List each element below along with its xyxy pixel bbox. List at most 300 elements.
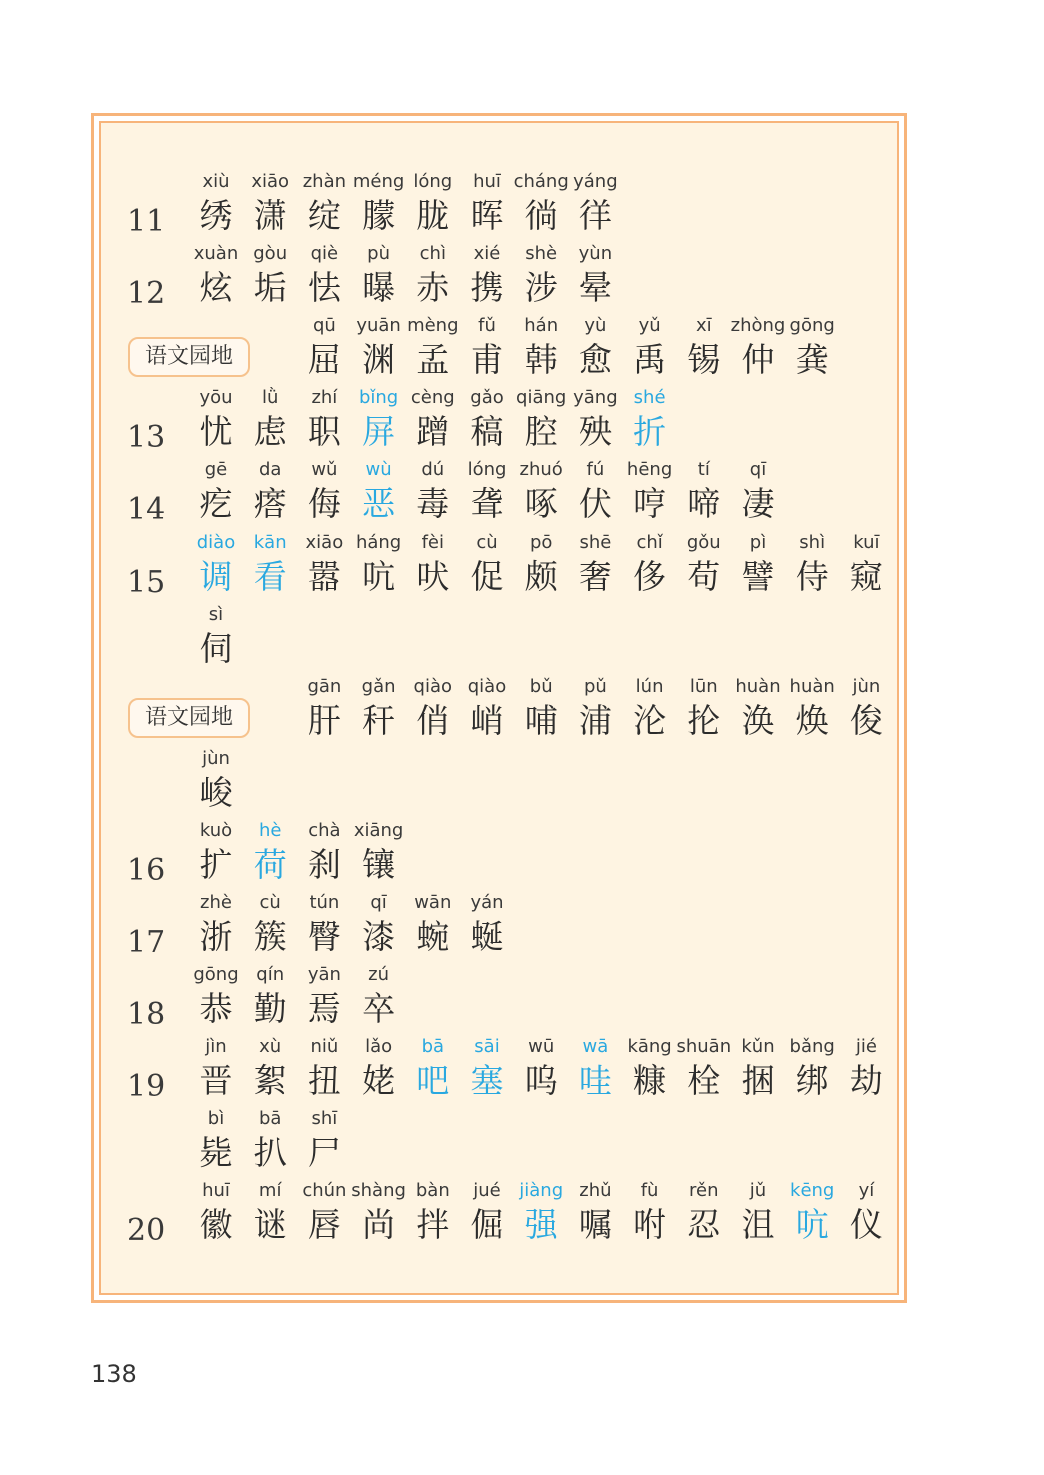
- pinyin: da: [258, 459, 282, 481]
- char-cell: [294, 1107, 354, 1175]
- pinyin: lūn: [689, 675, 718, 697]
- hanzi: 促: [470, 556, 504, 596]
- char-cell: [240, 386, 300, 454]
- pinyin: wù: [365, 459, 392, 481]
- pinyin: kuī: [853, 531, 880, 553]
- pinyin: huàn: [789, 675, 835, 697]
- polyphonic-char-cell: [782, 1179, 842, 1247]
- hanzi: 吭: [362, 556, 396, 596]
- char-cell: [186, 603, 246, 671]
- pinyin: qiào: [467, 675, 507, 697]
- char-cell: [349, 1179, 409, 1247]
- hanzi: 携: [470, 268, 504, 308]
- char-cell: [620, 1179, 680, 1247]
- char-cell: [186, 963, 246, 1031]
- char-cell: [240, 1107, 300, 1175]
- pinyin: bǔ: [529, 675, 553, 697]
- hanzi: 恶: [362, 484, 396, 524]
- char-cell: [240, 170, 300, 238]
- char-cell: [836, 531, 896, 599]
- vocab-row: [101, 675, 897, 747]
- char-cell: [457, 386, 517, 454]
- char-cell: [403, 531, 463, 599]
- char-cell: [240, 1179, 300, 1247]
- hanzi: 吧: [416, 1061, 450, 1101]
- hanzi: 看: [253, 556, 287, 596]
- pinyin: chà: [308, 819, 341, 841]
- pinyin: qín: [256, 964, 285, 986]
- char-cell: [782, 314, 842, 382]
- pinyin: xié: [473, 243, 501, 265]
- pinyin: yù: [584, 315, 607, 337]
- hanzi: 徜: [524, 196, 558, 235]
- hanzi: 塞: [470, 1061, 504, 1101]
- hanzi: 倔: [470, 1205, 504, 1245]
- polyphonic-char-cell: [240, 531, 300, 599]
- char-cell: [457, 1179, 517, 1247]
- pinyin: bǐng: [358, 387, 399, 409]
- char-cell: [349, 891, 409, 959]
- pinyin: zhòng: [730, 315, 786, 337]
- hanzi: 徉: [578, 196, 612, 235]
- hanzi: 秆: [362, 700, 396, 740]
- pinyin: chǐ: [636, 531, 663, 553]
- vocab-row: [101, 747, 897, 819]
- hanzi: 劫: [849, 1061, 883, 1101]
- char-cell: [565, 675, 625, 743]
- pinyin: xī: [695, 315, 712, 337]
- pinyin: mèng: [407, 315, 459, 337]
- char-cell: [782, 531, 842, 599]
- hanzi: 浦: [578, 700, 612, 740]
- hanzi: 卒: [362, 989, 396, 1029]
- lesson-number: 15: [127, 564, 166, 600]
- char-cell: [403, 891, 463, 959]
- hanzi: 簇: [253, 917, 287, 956]
- pinyin: fú: [586, 459, 605, 481]
- hanzi: 凄: [741, 484, 775, 524]
- hanzi: 嚣: [307, 556, 341, 596]
- hanzi: 甫: [470, 340, 504, 380]
- pinyin: hè: [258, 819, 282, 841]
- char-cell: [565, 531, 625, 599]
- hanzi: 絮: [253, 1061, 287, 1101]
- hanzi: 唇: [307, 1205, 341, 1245]
- vocab-row: [101, 1035, 897, 1107]
- hanzi: 疙: [199, 484, 233, 524]
- hanzi: 龚: [795, 340, 829, 380]
- char-cell: [294, 1035, 354, 1103]
- hanzi: 屈: [307, 340, 341, 380]
- hanzi: 侈: [633, 556, 667, 596]
- char-cell: [240, 891, 300, 959]
- hanzi: 屏: [362, 412, 396, 452]
- hanzi: 愈: [578, 340, 612, 380]
- char-cell: [728, 1035, 788, 1103]
- hanzi: 浙: [199, 917, 233, 956]
- char-cell: [620, 531, 680, 599]
- pinyin: jùn: [202, 747, 230, 769]
- pinyin: yāng: [573, 387, 618, 409]
- char-cell: [511, 531, 571, 599]
- chinese-garden-tag: 语文园地: [128, 698, 250, 738]
- char-cell: [294, 531, 354, 599]
- pinyin: gōng: [193, 964, 239, 986]
- char-cell: [403, 386, 463, 454]
- hanzi: 恭: [199, 989, 233, 1029]
- pinyin: hán: [524, 315, 559, 337]
- lesson-number: 16: [127, 852, 166, 888]
- char-cell: [782, 1035, 842, 1103]
- hanzi: 刹: [307, 844, 341, 884]
- pinyin: yí: [858, 1180, 875, 1202]
- char-cell: [836, 1035, 896, 1103]
- pinyin: qī: [370, 892, 387, 913]
- hanzi: 镶: [362, 844, 396, 884]
- hanzi: 稿: [470, 412, 504, 452]
- hanzi: 绣: [199, 196, 233, 235]
- pinyin: lóng: [413, 171, 453, 192]
- hanzi: 峭: [470, 700, 504, 740]
- pinyin: kān: [253, 531, 287, 553]
- page-number: 138: [91, 1360, 137, 1388]
- pinyin: zhè: [200, 892, 232, 913]
- pinyin: pì: [749, 531, 767, 553]
- char-cell: [403, 242, 463, 310]
- pinyin: zhàn: [302, 171, 347, 192]
- pinyin: pō: [529, 531, 553, 553]
- hanzi: 炫: [199, 268, 233, 308]
- hanzi: 扭: [307, 1061, 341, 1101]
- pinyin: lóng: [467, 459, 507, 481]
- char-cell: [565, 1179, 625, 1247]
- char-cell: [186, 1179, 246, 1247]
- pinyin: yùn: [578, 243, 613, 265]
- pinyin: kāng: [627, 1036, 672, 1058]
- hanzi: 胧: [416, 196, 450, 235]
- char-cell: [457, 242, 517, 310]
- polyphonic-char-cell: [403, 1035, 463, 1103]
- char-cell: [186, 458, 246, 526]
- polyphonic-char-cell: [349, 386, 409, 454]
- pinyin: huàn: [735, 675, 781, 697]
- hanzi: 糠: [633, 1061, 667, 1101]
- pinyin: cháng: [513, 171, 569, 192]
- pinyin: jiàng: [519, 1180, 564, 1202]
- pinyin: qū: [312, 315, 336, 337]
- hanzi: 伏: [578, 484, 612, 524]
- char-cell: [186, 242, 246, 310]
- char-cell: [511, 242, 571, 310]
- char-cell: [565, 458, 625, 526]
- char-cell: [565, 314, 625, 382]
- hanzi: 吭: [795, 1205, 829, 1245]
- pinyin: bā: [258, 1108, 282, 1130]
- hanzi: 折: [633, 412, 667, 452]
- pinyin: xiāo: [251, 171, 290, 192]
- lesson-number: 17: [127, 925, 166, 960]
- pinyin: shē: [579, 531, 612, 553]
- lesson-number: 12: [127, 276, 166, 312]
- pinyin: xiù: [202, 171, 230, 192]
- char-cell: [674, 1179, 734, 1247]
- hanzi: 晖: [470, 196, 504, 235]
- pinyin: gǎo: [470, 387, 504, 409]
- char-cell: [294, 891, 354, 959]
- char-cell: [240, 458, 300, 526]
- pinyin: xuàn: [193, 243, 239, 265]
- lesson-number: 14: [127, 492, 166, 528]
- char-cell: [565, 386, 625, 454]
- hanzi: 哇: [578, 1061, 612, 1101]
- vocab-row: [101, 819, 897, 891]
- hanzi: 譬: [741, 556, 775, 596]
- pinyin: wā: [582, 1036, 609, 1058]
- pinyin: cù: [259, 892, 281, 913]
- char-cell: [240, 1035, 300, 1103]
- pinyin: kuò: [199, 819, 233, 841]
- char-cell: [782, 675, 842, 743]
- hanzi: 绽: [307, 196, 341, 235]
- vocab-row: [101, 1107, 897, 1179]
- hanzi: 栓: [687, 1061, 721, 1101]
- pinyin: lǎo: [365, 1036, 393, 1058]
- char-cell: [294, 170, 354, 238]
- char-cell: [565, 242, 625, 310]
- pinyin: shàng: [351, 1180, 406, 1202]
- pinyin: kēng: [790, 1180, 835, 1202]
- hanzi: 绑: [795, 1061, 829, 1101]
- char-cell: [511, 386, 571, 454]
- pinyin: zú: [368, 964, 390, 986]
- pinyin: pù: [367, 243, 391, 265]
- char-cell: [349, 531, 409, 599]
- hanzi: 啼: [687, 484, 721, 524]
- char-cell: [186, 386, 246, 454]
- pinyin: qiè: [310, 243, 339, 265]
- pinyin: jìn: [205, 1036, 227, 1058]
- hanzi: 捆: [741, 1061, 775, 1101]
- hanzi: 虑: [253, 412, 287, 452]
- char-cell: [349, 1035, 409, 1103]
- pinyin: wǔ: [311, 459, 338, 481]
- char-cell: [511, 1035, 571, 1103]
- hanzi: 沮: [741, 1205, 775, 1245]
- pinyin: shè: [525, 243, 558, 265]
- char-cell: [349, 675, 409, 743]
- pinyin: yáng: [573, 171, 618, 192]
- pinyin: bàn: [415, 1180, 450, 1202]
- char-cell: [186, 1107, 246, 1175]
- pinyin: qī: [749, 459, 767, 481]
- pinyin: zhí: [311, 387, 338, 409]
- hanzi: 强: [524, 1205, 558, 1245]
- pinyin: lǜ: [261, 387, 279, 409]
- hanzi: 呜: [524, 1061, 558, 1101]
- pinyin: fù: [640, 1180, 659, 1202]
- pinyin: diào: [196, 531, 236, 553]
- char-cell: [240, 963, 300, 1031]
- char-cell: [403, 1179, 463, 1247]
- hanzi: 忧: [199, 412, 233, 452]
- pinyin: méng: [352, 171, 405, 192]
- pinyin: jùn: [852, 675, 881, 697]
- char-cell: [186, 819, 246, 887]
- hanzi: 毒: [416, 484, 450, 524]
- vocabulary-panel: [99, 121, 899, 1295]
- hanzi: 吠: [416, 556, 450, 596]
- char-cell: [728, 531, 788, 599]
- pinyin: gǎn: [361, 675, 396, 697]
- char-cell: [674, 458, 734, 526]
- vocab-row: [101, 242, 897, 314]
- hanzi: 俊: [849, 700, 883, 740]
- polyphonic-char-cell: [240, 819, 300, 887]
- char-cell: [186, 1035, 246, 1103]
- pinyin: xù: [259, 1036, 282, 1058]
- char-cell: [294, 819, 354, 887]
- pinyin: bǎng: [789, 1036, 835, 1058]
- char-cell: [836, 675, 896, 743]
- pinyin: dú: [421, 459, 445, 481]
- pinyin: mí: [258, 1180, 282, 1202]
- lesson-number: 11: [127, 204, 166, 239]
- pinyin: bì: [207, 1108, 225, 1130]
- pinyin: cèng: [410, 387, 455, 409]
- hanzi: 峻: [199, 772, 233, 812]
- vocab-row: [101, 170, 897, 242]
- char-cell: [565, 170, 625, 238]
- hanzi: 嘱: [578, 1205, 612, 1245]
- hanzi: 垢: [253, 268, 287, 308]
- hanzi: 焉: [307, 989, 341, 1029]
- hanzi: 侍: [795, 556, 829, 596]
- pinyin: yán: [470, 892, 504, 913]
- lesson-number: 20: [127, 1213, 166, 1249]
- pinyin: hēng: [626, 459, 673, 481]
- char-cell: [457, 458, 517, 526]
- char-cell: [511, 458, 571, 526]
- char-cell: [457, 891, 517, 959]
- polyphonic-char-cell: [511, 1179, 571, 1247]
- vocab-row: [101, 963, 897, 1035]
- lesson-number: 13: [127, 420, 166, 456]
- polyphonic-char-cell: [349, 458, 409, 526]
- hanzi: 哼: [633, 484, 667, 524]
- pinyin: cù: [476, 531, 498, 553]
- hanzi: 禹: [633, 340, 667, 380]
- hanzi: 仪: [849, 1205, 883, 1245]
- char-cell: [457, 675, 517, 743]
- pinyin: xiāo: [305, 531, 344, 553]
- pinyin: fèi: [421, 531, 444, 553]
- char-cell: [294, 314, 354, 382]
- hanzi: 怯: [307, 268, 341, 308]
- pinyin: pǔ: [583, 675, 607, 697]
- char-cell: [511, 314, 571, 382]
- pinyin: háng: [355, 531, 402, 553]
- hanzi: 殃: [578, 412, 612, 452]
- hanzi: 徽: [199, 1205, 233, 1245]
- char-cell: [620, 314, 680, 382]
- hanzi: 渊: [362, 340, 396, 380]
- pinyin: qiào: [413, 675, 453, 697]
- char-cell: [457, 170, 517, 238]
- char-cell: [349, 314, 409, 382]
- hanzi: 孟: [416, 340, 450, 380]
- pinyin: kǔn: [741, 1036, 775, 1058]
- char-cell: [620, 458, 680, 526]
- char-cell: [294, 675, 354, 743]
- hanzi: 啄: [524, 484, 558, 524]
- hanzi: 尸: [307, 1133, 341, 1173]
- vocab-row: [101, 386, 897, 458]
- polyphonic-char-cell: [186, 531, 246, 599]
- char-cell: [403, 170, 463, 238]
- char-cell: [511, 675, 571, 743]
- hanzi: 哺: [524, 700, 558, 740]
- hanzi: 锡: [687, 340, 721, 380]
- hanzi: 曝: [362, 268, 396, 308]
- pinyin: lún: [635, 675, 664, 697]
- hanzi: 苟: [687, 556, 721, 596]
- pinyin: yōu: [199, 387, 233, 409]
- pinyin: tí: [697, 459, 710, 481]
- char-cell: [674, 675, 734, 743]
- pinyin: gē: [204, 459, 228, 481]
- hanzi: 蜿: [416, 917, 450, 956]
- pinyin: chì: [419, 243, 446, 265]
- hanzi: 潇: [253, 196, 287, 235]
- vocab-row: [101, 458, 897, 530]
- pinyin: shé: [633, 387, 666, 409]
- pinyin: zhǔ: [579, 1180, 612, 1202]
- pinyin: bā: [421, 1036, 445, 1058]
- hanzi: 涉: [524, 268, 558, 308]
- pinyin: gōng: [789, 315, 835, 337]
- char-cell: [674, 531, 734, 599]
- hanzi: 蹭: [416, 412, 450, 452]
- pinyin: chún: [302, 1180, 347, 1202]
- hanzi: 赤: [416, 268, 450, 308]
- char-cell: [728, 314, 788, 382]
- hanzi: 抡: [687, 700, 721, 740]
- char-cell: [294, 1179, 354, 1247]
- hanzi: 晋: [199, 1061, 233, 1101]
- char-cell: [186, 747, 246, 815]
- lesson-number: 19: [127, 1069, 166, 1105]
- hanzi: 沦: [633, 700, 667, 740]
- char-cell: [620, 1035, 680, 1103]
- char-cell: [457, 531, 517, 599]
- char-cell: [403, 314, 463, 382]
- char-cell: [186, 891, 246, 959]
- pinyin: huī: [473, 171, 501, 192]
- vocab-row: [101, 314, 897, 386]
- char-cell: [294, 458, 354, 526]
- pinyin: fǔ: [478, 315, 496, 337]
- vocab-row: [101, 891, 897, 963]
- pinyin: sì: [208, 603, 224, 625]
- char-cell: [349, 242, 409, 310]
- hanzi: 咐: [633, 1205, 667, 1245]
- pinyin: gòu: [253, 243, 288, 265]
- hanzi: 涣: [741, 700, 775, 740]
- hanzi: 俏: [416, 700, 450, 740]
- chinese-garden-tag: 语文园地: [128, 337, 250, 377]
- vocab-row: [101, 1179, 897, 1251]
- hanzi: 奢: [578, 556, 612, 596]
